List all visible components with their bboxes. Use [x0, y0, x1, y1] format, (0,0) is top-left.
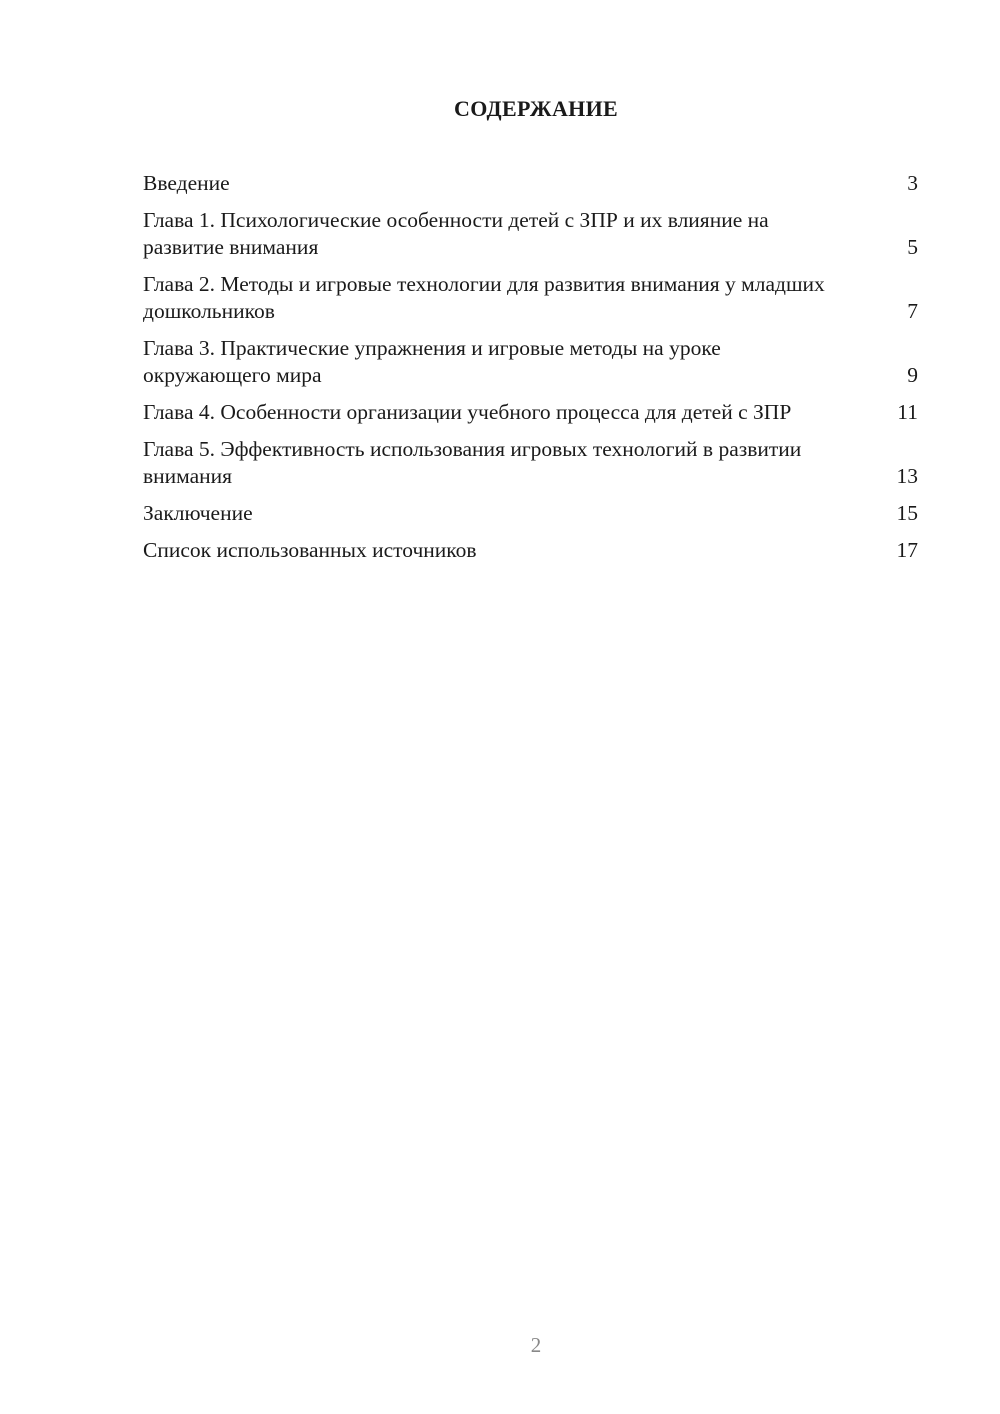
- toc-entry-title: Глава 1. Психологические особенности детей с ЗПР и их влияние на развитие внимания: [143, 208, 769, 259]
- toc-entry-title: Заключение: [143, 501, 253, 525]
- toc-entry-title: Глава 2. Методы и игровые технологии для развития внимания у младших дошкольников: [143, 272, 825, 323]
- toc-entry-title: Введение: [143, 171, 230, 195]
- table-of-contents: [143, 170, 918, 574]
- page-number: 2: [530, 1333, 542, 1357]
- toc-entry-references: [143, 537, 918, 564]
- toc-entry-title: Глава 4. Особенности организации учебного процесса для детей с ЗПР: [143, 400, 792, 424]
- toc-entry-chapter-4: [143, 399, 918, 426]
- toc-entry-page: 15: [896, 501, 918, 525]
- page-title: СОДЕРЖАНИЕ: [454, 96, 618, 121]
- toc-entry-conclusion: [143, 500, 918, 527]
- toc-entry-page: 9: [907, 363, 918, 387]
- toc-entry-title: Глава 3. Практические упражнения и игровые методы на уроке окружающего мира: [143, 336, 721, 387]
- toc-entry-page: 17: [896, 538, 918, 562]
- toc-entry-chapter-1: [143, 207, 918, 261]
- toc-entry-page: 13: [896, 464, 918, 488]
- toc-entry-introduction: [143, 170, 918, 197]
- toc-entry-chapter-3: [143, 335, 918, 389]
- toc-entry-page: 3: [907, 171, 918, 195]
- toc-entry-page: 5: [907, 235, 918, 259]
- toc-entry-page: 7: [907, 299, 918, 323]
- toc-entry-chapter-2: [143, 271, 918, 325]
- toc-entry-chapter-5: [143, 436, 918, 490]
- toc-entry-title: Список использованных источников: [143, 538, 477, 562]
- toc-entry-page: 11: [897, 400, 918, 424]
- toc-entry-title: Глава 5. Эффективность использования игровых технологий в развитии внимания: [143, 437, 802, 488]
